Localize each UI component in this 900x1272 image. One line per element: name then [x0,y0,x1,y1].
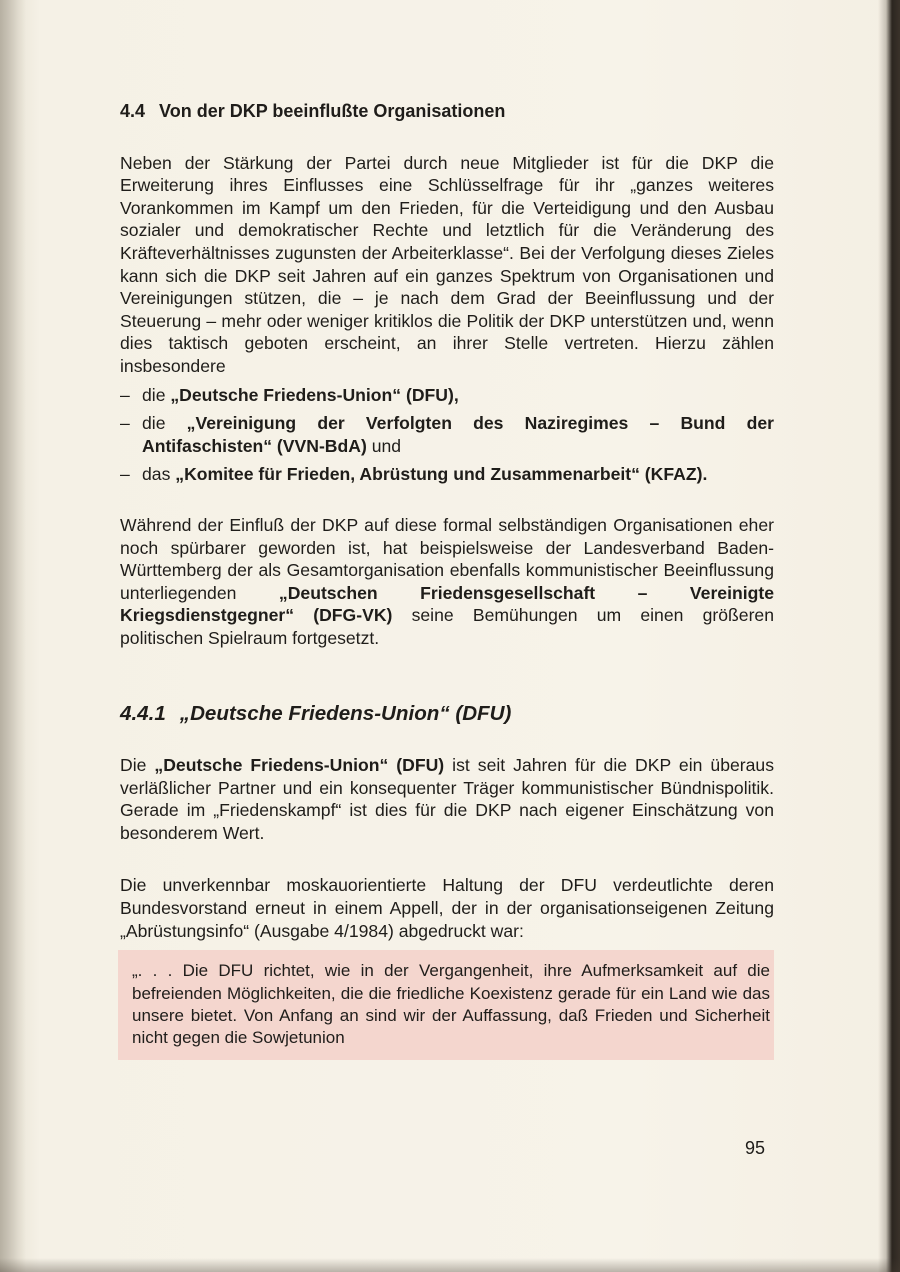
page-edge [878,0,900,1272]
list-item-name: „Vereinigung der Verfolgten des Naziregimes – Bund der Antifaschisten“ (VVN-BdA) [142,413,774,456]
organisation-list [120,384,774,486]
appeal-paragraph: Die unverkennbar moskauorientierte Haltung der DFU verdeutlichte deren Bundesvorstand erneut in einem Appell, der in der organisationseigenen Zeitung „Abrüstungsinfo“ (Ausgabe 4/1984) abgedruckt war: [120,875,774,941]
subsection-number: 4.4.1 [120,702,166,726]
subsection-title: „Deutsche Friedens-Union“ (DFU) [179,702,512,726]
subsection-heading [120,703,774,726]
list-item [120,463,774,486]
list-item [120,412,774,457]
organisation-name: „Deutschen Friedensgesellschaft – Vereinigte Kriegsdienstgegner“ (DFG-VK) [120,582,774,626]
paragraph-text: Während der Einfluß der DKP auf diese formal selbständigen Organisationen eher noch spürbarer geworden ist, hat beispielsweise der Landesverband Baden-Württemberg der als Gesamtorganisation ebenfalls kommunistischer Beeinflussung unterliegenden [120,514,774,603]
section-title: Von der DKP beeinflußte Organisationen [159,101,506,121]
influence-paragraph [120,514,774,650]
paragraph-text: seine Bemühungen um einen größeren politischen Spielraum fortgesetzt. [120,605,774,648]
paragraph-text: Die [120,755,155,776]
section-number: 4.4 [120,101,146,121]
section-heading [120,100,774,123]
list-item-prefix: die [142,413,187,434]
page-content [120,100,774,1060]
list-item-name: „Komitee für Frieden, Abrüstung und Zusammenarbeit“ (KFAZ). [175,464,708,485]
highlighted-quote: „. . . Die DFU richtet, wie in der Vergangenheit, ihre Aufmerksamkeit auf die befreienden Möglichkeiten, die die friedliche Koexistenz gerade für ein Land wie das unsere bietet. Von Anfang an sind wir der Auffassung, daß Frieden und Sicherheit nicht gegen die Sowjetunion [118,950,774,1060]
page-number: 95 [745,1138,766,1158]
dfu-paragraph [120,754,774,844]
list-item-prefix: das [142,464,176,485]
list-item-prefix: die [142,384,171,405]
list-dash: – [120,384,130,405]
gutter-shadow [0,0,26,1272]
list-item-name: „Deutsche Friedens-Union“ (DFU), [170,384,459,405]
list-dash: – [120,464,130,485]
paragraph-text: ist seit Jahren für die DKP ein überaus verläßlicher Partner und ein konsequenter Träger kommunistischer Bündnispolitik. Gerade im „Friedenskampf“ ist dies für die DKP nach eigener Einschätzung von besonderem Wert. [120,755,774,843]
organisation-name: „Deutsche Friedens-Union“ (DFU) [154,755,445,776]
list-item-suffix: und [366,435,402,456]
list-dash: – [120,413,130,434]
page-bottom-edge [0,1258,900,1272]
list-item [120,384,774,407]
intro-paragraph: Neben der Stärkung der Partei durch neue Mitglieder ist für die DKP die Erweiterung ihres Einflusses eine Schlüsselfrage für ihr „ganzes weiteres Vorankommen im Kampf um den Frieden, für die Verteidigung und den Ausbau sozialer und demokratischer Rechte und letztlich für die Veränderung des Kräfteverhältnisses zugunsten der Arbeiterklasse“. Bei der Verfolgung dieses Zieles kann sich die DKP seit Jahren auf ein ganzes Spektrum von Organisationen und Vereinigungen stützen, die – je nach dem Grad der Beeinflussung und der Steuerung – mehr oder weniger kritiklos die Politik der DKP unterstützen und, wenn dies taktisch geboten erscheint, an ihrer Stelle vertreten. Hierzu zählen insbesondere [120,152,774,376]
